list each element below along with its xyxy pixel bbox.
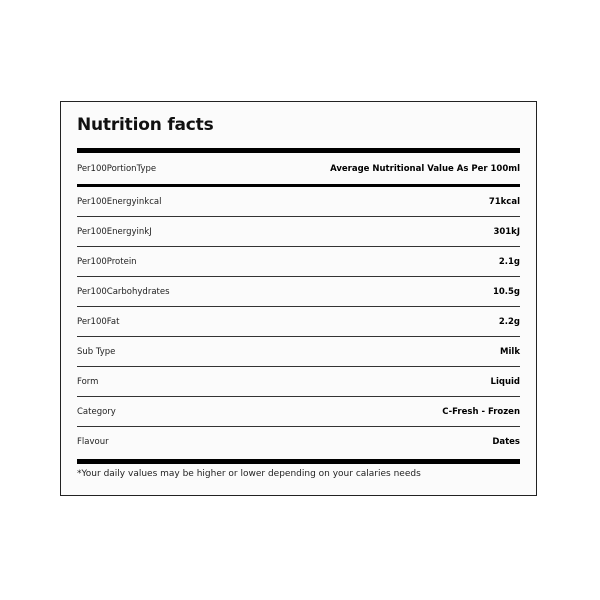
portion-type-label: Per100PortionType [77,164,157,174]
table-row [77,217,520,247]
table-row [77,247,520,277]
nutrition-facts-panel [60,101,537,496]
row-value: Milk [500,346,520,357]
facts-table [61,187,536,457]
row-value: 71kcal [488,196,520,207]
row-value: 2.2g [498,316,520,327]
row-label: Per100Fat [77,316,120,327]
table-row [77,397,520,427]
portion-type-row [77,154,520,184]
top-divider [77,148,520,153]
table-row [77,307,520,337]
row-label: Sub Type [77,346,116,357]
row-label: Per100Carbohydrates [77,286,170,297]
row-value: C-Fresh - Frozen [442,406,520,417]
row-label: Category [77,406,116,417]
row-value: 2.1g [498,256,520,267]
row-value: 301kJ [493,226,520,237]
row-value: Liquid [490,376,520,387]
row-label: Per100EnergyinkJ [77,226,152,237]
row-value: Dates [492,437,520,447]
table-row [77,337,520,367]
table-row [77,277,520,307]
bottom-divider [77,459,520,464]
row-label: Per100Energyinkcal [77,196,162,207]
table-row [77,187,520,217]
panel-title: Nutrition facts [77,115,214,135]
row-label: Per100Protein [77,256,137,267]
table-row [77,367,520,397]
row-label: Form [77,376,99,387]
table-row [77,427,520,457]
row-value: 10.5g [492,286,520,297]
footnote: *Your daily values may be higher or lower depending on your calaries needs [77,469,421,479]
portion-type-value: Average Nutritional Value As Per 100ml [330,164,520,174]
row-label: Flavour [77,437,109,447]
